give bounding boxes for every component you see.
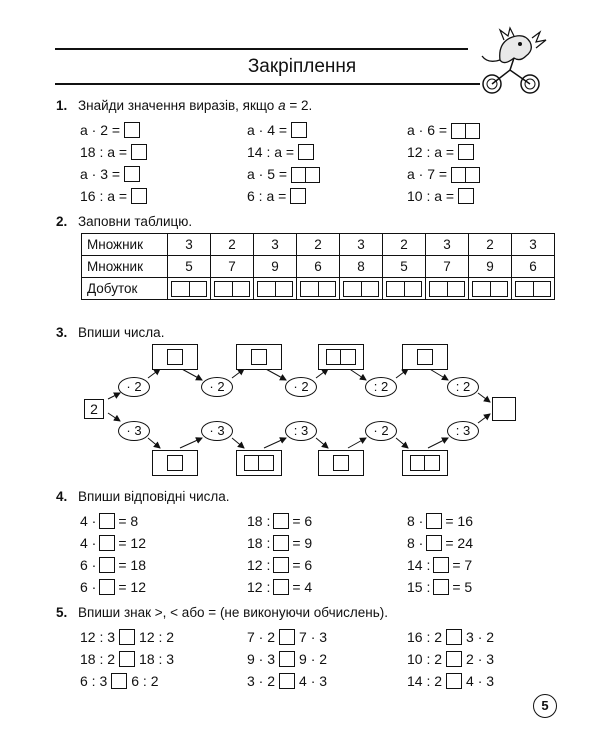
table-cell: 3 xyxy=(254,234,297,256)
equation-left: 8 · xyxy=(407,535,424,551)
equation-right: = 6 xyxy=(292,557,313,573)
missing-number-equation xyxy=(407,534,473,552)
page-title: Закріплення xyxy=(247,56,357,77)
expression-text: 18 : a = xyxy=(80,144,128,160)
chain-answer-box-top[interactable] xyxy=(318,344,364,370)
task2-text: Заповни таблицю. xyxy=(78,214,193,229)
task5-number: 5. xyxy=(56,605,68,620)
table-cell: 2 xyxy=(211,234,254,256)
comparison-right: 6 : 2 xyxy=(131,673,159,689)
expression-text: 16 : a = xyxy=(80,188,128,204)
answer-box[interactable] xyxy=(426,513,442,529)
answer-box[interactable] xyxy=(273,579,289,595)
comparison-row xyxy=(247,650,327,668)
table-cell: 5 xyxy=(168,256,211,278)
comparison-row xyxy=(407,672,494,690)
task3-text: Впиши числа. xyxy=(78,325,165,340)
equation-left: 12 : xyxy=(247,579,271,595)
equation-left: 6 · xyxy=(80,579,97,595)
expression-text: 6 : a = xyxy=(247,188,287,204)
expression-text: a · 4 = xyxy=(247,122,288,138)
table-cell: 7 xyxy=(426,256,469,278)
equation-left: 15 : xyxy=(407,579,431,595)
answer-box[interactable] xyxy=(273,513,289,529)
chain-answer-box-bottom[interactable] xyxy=(236,450,282,476)
task5-text: Впиши знак >, < або = (не виконуючи обчислень). xyxy=(78,605,389,620)
missing-number-equation xyxy=(80,512,138,530)
expression-text: a · 3 = xyxy=(80,166,121,182)
table-cell: 9 xyxy=(254,256,297,278)
sign-box[interactable] xyxy=(446,673,462,689)
page-number: 5 xyxy=(533,694,557,718)
equation-right: = 18 xyxy=(118,557,146,573)
answer-box[interactable] xyxy=(433,579,449,595)
operator-oval: · 2 xyxy=(285,377,317,397)
comparison-row xyxy=(247,628,327,646)
chain-answer-box-bottom[interactable] xyxy=(152,450,198,476)
sign-box[interactable] xyxy=(119,651,135,667)
missing-number-equation xyxy=(247,556,312,574)
comparison-right: 4 · 3 xyxy=(466,673,495,689)
sign-box[interactable] xyxy=(279,651,295,667)
missing-number-equation xyxy=(407,556,472,574)
sign-box[interactable] xyxy=(111,673,127,689)
equation-left: 18 : xyxy=(247,513,271,529)
answer-box[interactable] xyxy=(99,579,115,595)
table-cell: 2 xyxy=(383,234,426,256)
table-cell: 3 xyxy=(340,234,383,256)
comparison-left: 10 : 2 xyxy=(407,651,443,667)
comparison-left: 18 : 2 xyxy=(80,651,116,667)
row-label: Множник xyxy=(82,256,168,278)
operator-oval: · 3 xyxy=(118,421,150,441)
task3-number: 3. xyxy=(56,325,68,340)
table-cell: 3 xyxy=(168,234,211,256)
equation-left: 12 : xyxy=(247,557,271,573)
expression-text: 12 : a = xyxy=(407,144,455,160)
comparison-row xyxy=(407,650,494,668)
operator-oval: : 3 xyxy=(285,421,317,441)
comparison-right: 12 : 2 xyxy=(139,629,175,645)
operator-oval: · 2 xyxy=(201,377,233,397)
comparison-left: 16 : 2 xyxy=(407,629,443,645)
row-label: Множник xyxy=(82,234,168,256)
chain-answer-box-bottom[interactable] xyxy=(402,450,448,476)
missing-number-equation xyxy=(80,556,146,574)
chain-answer-box-top[interactable] xyxy=(236,344,282,370)
sign-box[interactable] xyxy=(279,673,295,689)
comparison-right: 7 · 3 xyxy=(299,629,328,645)
sign-box[interactable] xyxy=(119,629,135,645)
missing-number-equation xyxy=(247,512,312,530)
comparison-row xyxy=(407,628,494,646)
comparison-right: 3 · 2 xyxy=(466,629,495,645)
chain-answer-box-bottom[interactable] xyxy=(318,450,364,476)
answer-box[interactable] xyxy=(99,535,115,551)
sign-box[interactable] xyxy=(446,651,462,667)
answer-box[interactable] xyxy=(426,535,442,551)
equation-right: = 4 xyxy=(292,579,313,595)
missing-number-equation xyxy=(407,512,473,530)
comparison-right: 2 · 3 xyxy=(466,651,495,667)
task1-text-post: = 2. xyxy=(285,98,313,113)
operator-oval: : 2 xyxy=(447,377,479,397)
sign-box[interactable] xyxy=(446,629,462,645)
equation-right: = 12 xyxy=(118,535,146,551)
missing-number-equation xyxy=(80,534,146,552)
equation-right: = 8 xyxy=(118,513,139,529)
missing-number-equation xyxy=(247,578,312,596)
equation-left: 4 · xyxy=(80,535,97,551)
table-cell: 5 xyxy=(383,256,426,278)
task1-text-pre: Знайди значення виразів, якщо xyxy=(78,98,279,113)
task1-variable: a xyxy=(278,98,286,113)
expression-text: a · 5 = xyxy=(247,166,288,182)
answer-box[interactable] xyxy=(99,513,115,529)
comparison-row xyxy=(80,650,174,668)
expression-text: a · 2 = xyxy=(80,122,121,138)
comparison-right: 4 · 3 xyxy=(299,673,328,689)
missing-number-equation xyxy=(80,578,146,596)
task1-number: 1. xyxy=(56,98,68,113)
table-cell: 8 xyxy=(340,256,383,278)
table-cell: 6 xyxy=(512,256,555,278)
comparison-left: 12 : 3 xyxy=(80,629,116,645)
comparison-row xyxy=(247,672,327,690)
comparison-left: 3 · 2 xyxy=(247,673,276,689)
chain-answer-box-end[interactable] xyxy=(492,397,516,421)
equation-left: 8 · xyxy=(407,513,424,529)
expression-text: 10 : a = xyxy=(407,188,455,204)
task2-number: 2. xyxy=(56,214,68,229)
equation-right: = 9 xyxy=(292,535,313,551)
table-cell: 3 xyxy=(426,234,469,256)
answer-box[interactable] xyxy=(99,557,115,573)
answer-box[interactable] xyxy=(273,535,289,551)
answer-box[interactable] xyxy=(273,557,289,573)
equation-left: 18 : xyxy=(247,535,271,551)
equation-left: 4 · xyxy=(80,513,97,529)
comparison-row xyxy=(80,672,159,690)
missing-number-equation xyxy=(407,578,472,596)
comparison-row xyxy=(80,628,174,646)
table-cell: 9 xyxy=(469,256,512,278)
expression-text: a · 6 = xyxy=(407,122,448,138)
equation-right: = 6 xyxy=(292,513,313,529)
comparison-left: 6 : 3 xyxy=(80,673,108,689)
task4-number: 4. xyxy=(56,489,68,504)
comparison-left: 7 · 2 xyxy=(247,629,276,645)
task4-heading xyxy=(56,489,230,504)
comparison-left: 14 : 2 xyxy=(407,673,443,689)
answer-box[interactable] xyxy=(433,557,449,573)
equation-left: 6 · xyxy=(80,557,97,573)
equation-left: 14 : xyxy=(407,557,431,573)
equation-right: = 7 xyxy=(452,557,473,573)
expression-text: a · 7 = xyxy=(407,166,448,182)
sign-box[interactable] xyxy=(279,629,295,645)
equation-right: = 24 xyxy=(445,535,473,551)
expression-text: 14 : a = xyxy=(247,144,295,160)
row-label: Добуток xyxy=(82,278,168,300)
chain-answer-box-top[interactable] xyxy=(402,344,448,370)
table-cell: 2 xyxy=(469,234,512,256)
comparison-right: 9 · 2 xyxy=(299,651,328,667)
table-cell: 3 xyxy=(512,234,555,256)
operator-oval: · 2 xyxy=(118,377,150,397)
operator-oval: · 3 xyxy=(201,421,233,441)
table-cell: 2 xyxy=(297,234,340,256)
equation-right: = 12 xyxy=(118,579,146,595)
operator-oval: · 2 xyxy=(365,421,397,441)
equation-right: = 5 xyxy=(452,579,473,595)
table-cell: 6 xyxy=(297,256,340,278)
operator-oval: : 2 xyxy=(365,377,397,397)
table-cell: 7 xyxy=(211,256,254,278)
comparison-left: 9 · 3 xyxy=(247,651,276,667)
task5-heading xyxy=(56,605,388,620)
operator-oval: : 3 xyxy=(447,421,479,441)
task4-text: Впиши відповідні числа. xyxy=(78,489,230,504)
comparison-right: 18 : 3 xyxy=(139,651,175,667)
chain-start-number: 2 xyxy=(84,399,104,419)
missing-number-equation xyxy=(247,534,312,552)
equation-right: = 16 xyxy=(445,513,473,529)
chain-answer-box-top[interactable] xyxy=(152,344,198,370)
